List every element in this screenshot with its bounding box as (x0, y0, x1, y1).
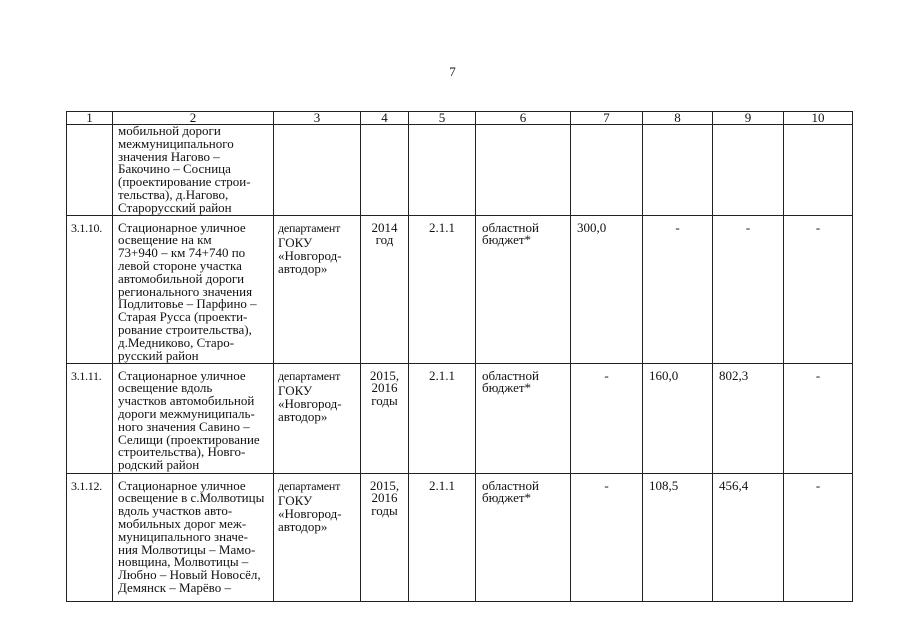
value-col7: 300,0 (571, 215, 643, 363)
item-year (361, 125, 409, 216)
value-col7 (571, 125, 643, 216)
column-header: 2 (113, 112, 274, 125)
value-col10: - (784, 473, 853, 601)
column-numbers-row (67, 112, 853, 125)
value-col8 (643, 125, 713, 216)
item-year: 2015, 2016 годы (361, 363, 409, 473)
column-header: 4 (361, 112, 409, 125)
value-col7: - (571, 473, 643, 601)
item-description: Стационарное уличное освещение вдоль участков автомобильной дороги межмуниципаль- ного значения Савино – Селищи (проектирование строительства), Новго- родский район (113, 363, 274, 473)
item-description: Стационарное уличное освещение на км 73+940 – км 74+740 по левой стороне участка автомобильной дороги регионального значения Подлитовье – Парфино – Старая Русса (проекти- рование строительства), д.Медниково, Старо- русский район (113, 215, 274, 363)
value-col8: 108,5 (643, 473, 713, 601)
value-col9: - (713, 215, 784, 363)
column-header: 1 (67, 112, 113, 125)
item-number: 3.1.12. (67, 473, 113, 601)
executor-cell (274, 363, 361, 473)
item-code: 2.1.1 (409, 473, 476, 601)
item-year: 2015, 2016 годы (361, 473, 409, 601)
value-col8: - (643, 215, 713, 363)
item-source: областной бюджет* (476, 363, 571, 473)
value-col10: - (784, 215, 853, 363)
executor-cell (274, 215, 361, 363)
executor-organization: ГОКУ «Новгород- автодор» (278, 235, 342, 276)
item-source: областной бюджет* (476, 215, 571, 363)
item-number: 3.1.11. (67, 363, 113, 473)
column-header: 8 (643, 112, 713, 125)
executor-department: департамент (278, 368, 341, 383)
column-header: 5 (409, 112, 476, 125)
item-description: Стационарное уличное освещение в с.Молвотицы вдоль участков авто- мобильных дорог меж- муниципального значе- ния Молвотицы – Мамо- новщина, Молвотицы – Любно – Новый Новосёл, Демянск – Марёво – (113, 473, 274, 601)
value-col10 (784, 125, 853, 216)
value-col8: 160,0 (643, 363, 713, 473)
item-source (476, 125, 571, 216)
item-code (409, 125, 476, 216)
table-row (67, 473, 853, 601)
table-row (67, 215, 853, 363)
executor-cell (274, 473, 361, 601)
item-source: областной бюджет* (476, 473, 571, 601)
column-header: 10 (784, 112, 853, 125)
item-number: 3.1.10. (67, 215, 113, 363)
column-header: 6 (476, 112, 571, 125)
program-table (66, 111, 853, 602)
item-description: мобильной дороги межмуниципального значения Нагово – Бакочино – Сосница (проектирование строи- тельства), д.Нагово, Старорусский район (113, 125, 274, 216)
item-year: 2014 год (361, 215, 409, 363)
item-code: 2.1.1 (409, 363, 476, 473)
column-header: 7 (571, 112, 643, 125)
value-col10: - (784, 363, 853, 473)
item-number (67, 125, 113, 216)
value-col9: 802,3 (713, 363, 784, 473)
value-col7: - (571, 363, 643, 473)
table-row (67, 363, 853, 473)
column-header: 3 (274, 112, 361, 125)
value-col9 (713, 125, 784, 216)
page-number: 7 (449, 64, 456, 79)
executor-department: департамент (278, 220, 341, 235)
table-row (67, 125, 853, 216)
executor-organization: ГОКУ «Новгород- автодор» (278, 493, 342, 534)
executor-cell (274, 125, 361, 216)
value-col9: 456,4 (713, 473, 784, 601)
item-code: 2.1.1 (409, 215, 476, 363)
executor-organization: ГОКУ «Новгород- автодор» (278, 383, 342, 424)
column-header: 9 (713, 112, 784, 125)
executor-department: департамент (278, 478, 341, 493)
